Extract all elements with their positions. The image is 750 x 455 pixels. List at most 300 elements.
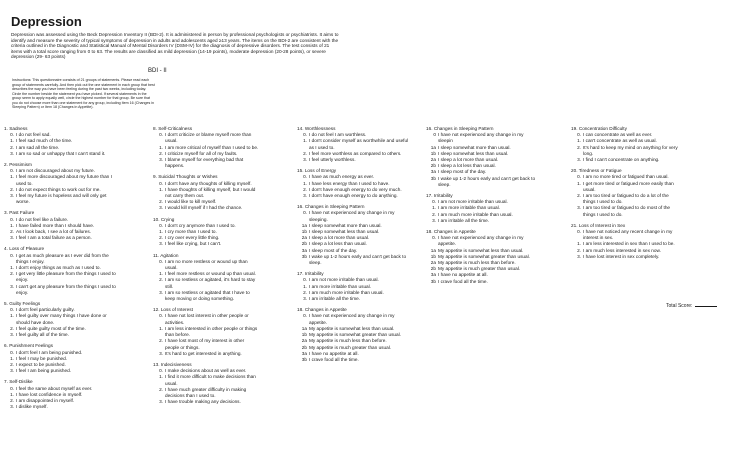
option-text: It's hard to get interested in anything. — [165, 350, 242, 356]
option-text: I am so restless or agitated that I have to keep moving or doing something. — [165, 289, 250, 302]
answer-option[interactable] — [4, 174, 121, 186]
option-number: 3. — [159, 205, 163, 211]
option-text: I feel I may be punished. — [16, 355, 68, 361]
question-title: 12. Loss of Interest — [153, 307, 193, 313]
option-number: 1. — [10, 222, 14, 228]
answer-option[interactable] — [4, 151, 121, 157]
option-number: 2. — [432, 211, 436, 217]
answer-option[interactable] — [153, 241, 259, 247]
question-title: 7. Self-Dislike — [4, 379, 33, 385]
column-2 — [153, 126, 259, 410]
option-number: 3. — [10, 193, 14, 199]
option-number: 1b — [301, 229, 307, 235]
bdi-heading: BDI - II — [148, 68, 167, 74]
option-number: 3b — [430, 278, 436, 284]
answer-option[interactable] — [4, 332, 121, 338]
option-number: 2. — [577, 247, 581, 253]
option-number: 0. — [10, 252, 14, 258]
option-number: 0. — [577, 174, 581, 180]
option-text: I am sad all the time. — [16, 144, 60, 150]
option-text: I am much more irritable than usual. — [438, 211, 513, 217]
option-text: I can concentrate as well as ever. — [583, 132, 653, 138]
option-text: I am too tired or fatigued to do a lot of the things I used to do. — [583, 193, 669, 205]
option-number: 3a — [430, 169, 436, 175]
answer-option[interactable] — [297, 313, 413, 325]
question-item — [426, 229, 537, 285]
answer-option[interactable] — [4, 313, 121, 325]
option-text: I feel like crying, but I can't. — [165, 241, 222, 247]
option-text: I crave food all the time. — [309, 356, 359, 362]
option-text: I get as much pleasure as I ever did from the things I enjoy. — [16, 252, 109, 264]
option-text: I am not discouraged about my future. — [16, 168, 95, 174]
option-text: I cry over every little thing. — [165, 235, 220, 241]
option-number: 3. — [159, 289, 163, 295]
answer-option[interactable] — [297, 210, 413, 222]
option-text: I am less interested in other people or things than before. — [165, 325, 258, 338]
question-title: 18. Changes in Appetite — [297, 307, 347, 313]
option-number: 1. — [10, 265, 14, 271]
answer-option[interactable] — [4, 368, 121, 374]
option-text: It's hard to keep my mind on anything for very long. — [583, 144, 678, 156]
question-title: 2. Pessimism — [4, 162, 32, 168]
question-title: 15. Loss of Energy — [297, 168, 337, 174]
option-text: I criticize myself for all of my faults. — [165, 150, 238, 156]
option-text: I have not experienced any change in my appetite. — [438, 235, 524, 247]
question-title: 19. Concentration Difficulty — [571, 126, 627, 131]
option-number: 3. — [159, 241, 163, 247]
option-text: I dislike myself. — [16, 404, 48, 410]
option-number: 2. — [159, 338, 163, 344]
option-number: 2a — [430, 157, 436, 163]
option-number: 1. — [577, 138, 581, 144]
question-title: 17. Irritability — [426, 193, 453, 199]
question-item — [153, 307, 259, 357]
question-title: 16. Changes in Sleeping Pattern — [297, 204, 365, 210]
option-text: I have no appetite at all. — [309, 350, 359, 356]
option-number: 2a — [301, 338, 307, 344]
option-number: 2b — [301, 241, 307, 247]
question-item — [4, 343, 121, 374]
column-5 — [571, 126, 682, 265]
option-number: 1. — [159, 229, 163, 235]
answer-option[interactable] — [297, 138, 413, 150]
option-text: I feel guilty all of the time. — [16, 332, 69, 338]
question-title: 13. Indecisiveness — [153, 361, 192, 367]
question-item — [153, 253, 259, 303]
option-text: I would like to kill myself. — [165, 199, 217, 205]
option-number: 2. — [303, 186, 307, 192]
question-item — [297, 204, 413, 266]
answer-option[interactable] — [4, 284, 121, 296]
option-text: My appetite is somewhat greater than usual. — [438, 253, 530, 259]
answer-option[interactable] — [571, 193, 682, 205]
option-text: I don't have enough energy to do very much. — [309, 186, 402, 192]
option-number: 2. — [159, 150, 163, 156]
option-number: 2. — [159, 235, 163, 241]
option-text: I feel sad much of the time. — [16, 138, 73, 144]
question-item — [297, 271, 413, 302]
option-text: I have much greater difficulty in making decisions than I used to. — [165, 386, 247, 398]
option-text: I don't feel particularly guilty. — [16, 307, 75, 313]
option-text: I am not more irritable than usual. — [438, 199, 508, 205]
option-number: 0. — [10, 216, 14, 222]
option-number: 1. — [159, 325, 163, 331]
option-text: I am not more irritable than usual. — [309, 277, 379, 283]
option-text: I feel more discouraged about my future than I used to. — [16, 174, 112, 186]
option-number: 3. — [577, 157, 581, 163]
option-text: I would kill myself if I had the chance. — [165, 205, 243, 211]
question-title: 3. Past Failure — [4, 210, 35, 216]
answer-option[interactable] — [297, 296, 413, 302]
option-text: I have not experienced any change in my sleepin — [438, 132, 524, 144]
option-text: I am no more restless or wound up than usual. — [165, 258, 248, 271]
answer-option[interactable] — [153, 313, 259, 325]
option-text: I have lost most of my interest in other people or things. — [165, 338, 245, 350]
option-number: 2. — [303, 289, 307, 295]
option-text: My appetite is somewhat greater than usual. — [309, 332, 401, 338]
answer-option[interactable] — [153, 132, 259, 144]
option-text: I feel I am being punished. — [16, 368, 71, 374]
option-number: 0. — [432, 235, 436, 241]
answer-option[interactable] — [426, 218, 537, 224]
option-text: I am more irritable than usual. — [309, 283, 372, 289]
page-title: Depression — [11, 14, 82, 29]
option-text: I get more tired or fatigued more easily than usual. — [583, 180, 674, 192]
option-text: I am less interested in sex than I used to be. — [583, 241, 675, 247]
question-item — [153, 126, 259, 169]
option-text: My appetite is much greater than usual. — [309, 344, 392, 350]
option-text: I am no more tired or fatigued than usual. — [583, 174, 669, 180]
answer-option[interactable] — [297, 157, 413, 163]
option-number: 0. — [10, 385, 14, 391]
answer-option[interactable] — [426, 132, 537, 144]
answer-option[interactable] — [153, 399, 259, 405]
option-text: I am much more irritable than usual. — [309, 289, 384, 295]
option-text: I wake up 1-2 hours early and can't get back to sleep. — [438, 175, 536, 187]
option-text: I am so sad or unhappy that I can't stand it. — [16, 150, 106, 156]
question-item — [571, 168, 682, 218]
option-number: 2. — [10, 186, 14, 192]
answer-option[interactable] — [153, 351, 259, 357]
option-text: I am too tired or fatigued to do most of the things I used to do. — [583, 205, 671, 217]
option-text: I have as much energy as ever. — [309, 174, 375, 180]
option-number: 1. — [10, 138, 14, 144]
answer-option[interactable] — [426, 176, 537, 188]
question-item — [153, 362, 259, 405]
option-text: I feel the same about myself as ever. — [16, 385, 93, 391]
option-number: 0. — [303, 313, 307, 319]
answer-option[interactable] — [4, 235, 121, 241]
option-number: 3. — [159, 350, 163, 356]
question-title: 10. Crying — [153, 216, 175, 222]
option-text: My appetite is somewhat less than usual. — [438, 247, 524, 253]
answer-option[interactable] — [153, 205, 259, 211]
option-number: 3a — [301, 350, 307, 356]
answer-option[interactable] — [153, 374, 259, 386]
option-number: 3b — [430, 175, 436, 181]
option-number: 1. — [303, 138, 307, 144]
option-number: 2. — [577, 144, 581, 150]
answer-option[interactable] — [4, 404, 121, 410]
question-title: 18. Changes in Appetite — [426, 229, 476, 235]
option-number: 2b — [430, 163, 436, 169]
option-number: 1. — [432, 205, 436, 211]
answer-option[interactable] — [153, 259, 259, 271]
option-number: 1. — [159, 186, 163, 192]
answer-option[interactable] — [153, 326, 259, 338]
option-number: 3. — [10, 283, 14, 289]
question-item — [297, 307, 413, 363]
question-title: 4. Loss of Pleasure — [4, 246, 45, 252]
option-text: My appetite is much less than before. — [309, 338, 387, 344]
option-number: 0. — [432, 199, 436, 205]
option-number: 0. — [159, 313, 163, 319]
option-text: I don't feel I am being punished. — [16, 349, 83, 355]
option-number: 0. — [10, 132, 14, 138]
option-text: I blame myself for everything bad that happens. — [165, 157, 244, 169]
option-number: 1a — [301, 222, 307, 228]
option-number: 1. — [577, 241, 581, 247]
question-item — [4, 379, 121, 410]
option-number: 1. — [10, 355, 14, 361]
option-number: 2. — [10, 325, 14, 331]
option-text: I have thoughts of killing myself, but I would not carry them out. — [165, 186, 256, 199]
column-4 — [426, 126, 537, 290]
option-number: 0. — [577, 132, 581, 138]
question-item — [153, 217, 259, 248]
option-text: I am much less interested in sex now. — [583, 247, 661, 253]
option-number: 3a — [430, 272, 436, 278]
question-title: 21. Loss of Interest in Sex — [571, 222, 626, 228]
question-item — [4, 301, 121, 338]
instructions-paragraph: Instructions: This questionnaire consists of 21 groups of statements. Please read each group of statements carefully. And then pick out the one statement in each group that best describes the way you have been feeling during the past two weeks, including today. Circle the number beside the statement you have picked. If several statements in the group seem to apply equally well, circle the highest number for that group. Be sure that you do not choose more than one statement for any group, including Item 16 (Changes in Sleeping Pattern) or Item 18 (Changes in Appetite). — [12, 78, 155, 109]
option-text: I am disappointed in myself. — [16, 397, 75, 403]
option-text: I find I can't concentrate on anything. — [583, 157, 660, 163]
intro-paragraph: Depression was assessed using the Beck Depression Inventory II (BDI-2). It is administered in person by professional psychologists or psychiatrists. It aims to identify and measure the severity of typical symptoms of depression in adults and adolescents aged ≥13 years. The items on the BDI-2 are consistent with the criteria outlined in the Diagnostic and Statistical Manual of Mental Disorders IV (DSM-IV) for the diagnosis of depressive disorders. The test consists of 21 items with a total score ranging from 0 to 63. The results are classified as mild depression (14-19 points), moderate depression (20-28 points), or severe depression (29- 63 points) — [11, 32, 339, 60]
answer-option[interactable] — [297, 193, 413, 199]
option-text: I sleep somewhat less than usual. — [438, 150, 509, 156]
answer-option[interactable] — [153, 187, 259, 199]
answer-option[interactable] — [571, 229, 682, 241]
option-text: I find it more difficult to make decisions than usual. — [165, 374, 256, 386]
option-text: I have trouble making any decisions. — [165, 399, 241, 405]
question-title: 8. Self-Criticalness — [153, 126, 193, 131]
option-number: 0. — [303, 174, 307, 180]
column-1 — [4, 126, 121, 415]
question-title: 6. Punishment Feelings — [4, 343, 53, 349]
answer-option[interactable] — [571, 205, 682, 217]
answer-option[interactable] — [153, 157, 259, 169]
option-text: I don't cry anymore than I used to. — [165, 222, 236, 228]
option-text: I make decisions about as well as ever. — [165, 368, 247, 374]
option-number: 1. — [303, 283, 307, 289]
option-text: My appetite is much greater than usual. — [438, 266, 521, 272]
question-title: 1. Sadness — [4, 126, 28, 131]
option-number: 1b — [430, 150, 436, 156]
option-text: I get very little pleasure from the things I used to enjoy. — [16, 271, 116, 283]
option-number: 3. — [303, 193, 307, 199]
option-text: I am so restless or agitated, it's hard to stay still. — [165, 277, 256, 289]
option-number: 1a — [301, 325, 307, 331]
answer-option[interactable] — [4, 193, 121, 205]
question-item — [297, 168, 413, 199]
option-number: 0. — [10, 168, 14, 174]
option-text: I don't have enough energy to do anything. — [309, 193, 398, 199]
option-number: 1. — [159, 144, 163, 150]
option-number: 2. — [10, 271, 14, 277]
question-item — [426, 126, 537, 188]
answer-option[interactable] — [297, 254, 413, 266]
option-number: 2. — [10, 229, 14, 235]
option-text: I have not experienced any change in my sleeping. — [309, 210, 395, 222]
option-text: As I look back, I see a lot of failures. — [16, 229, 92, 235]
option-number: 0. — [10, 349, 14, 355]
option-number: 3. — [577, 205, 581, 211]
option-number: 1. — [10, 313, 14, 319]
option-number: 0. — [159, 368, 163, 374]
option-number: 1b — [430, 253, 436, 259]
answer-option[interactable] — [153, 338, 259, 350]
option-number: 1. — [577, 180, 581, 186]
option-text: I can't get any pleasure from the things I used to enjoy. — [16, 283, 116, 295]
answer-option[interactable] — [153, 277, 259, 289]
total-score-label: Total Score: — [666, 303, 693, 309]
option-text: I have failed more than I should have. — [16, 222, 95, 228]
option-number: 0. — [303, 277, 307, 283]
option-number: 3. — [303, 296, 307, 302]
answer-option[interactable] — [153, 290, 259, 302]
answer-option[interactable] — [153, 387, 259, 399]
question-title: 11. Agitation — [153, 252, 179, 258]
option-number: 0. — [10, 307, 14, 313]
option-number: 0. — [303, 210, 307, 216]
total-score — [666, 303, 717, 309]
question-item — [571, 223, 682, 260]
answer-option[interactable] — [297, 357, 413, 363]
option-text: I am irritable all the time. — [438, 217, 490, 223]
option-number: 0. — [159, 258, 163, 264]
answer-option[interactable] — [4, 253, 121, 265]
option-text: I don't criticize or blame myself more than usual. — [165, 132, 252, 144]
option-text: I sleep a lot more than usual. — [309, 235, 370, 241]
answer-option[interactable] — [426, 279, 537, 285]
option-text: I sleep most of the day. — [309, 247, 358, 253]
option-number: 2. — [159, 386, 163, 392]
option-number: 0. — [577, 229, 581, 235]
option-text: I feel guilty over many things I have done or should have done. — [16, 313, 107, 325]
option-text: I sleep a lot less than usual. — [309, 241, 367, 247]
option-number: 1. — [159, 271, 163, 277]
option-text: I wake up 1-2 hours early and can't get back to sleep. — [309, 253, 407, 266]
option-text: I am more irritable than usual. — [438, 205, 501, 211]
option-number: 0. — [159, 222, 163, 228]
option-number: 0. — [303, 132, 307, 138]
option-text: I feel I am a total failure as a person. — [16, 235, 92, 241]
option-text: I feel utterly worthless. — [309, 157, 356, 163]
question-item — [4, 210, 121, 241]
option-text: I have no appetite at all. — [438, 272, 488, 278]
option-text: I expect to be punished. — [16, 361, 66, 367]
option-text: I don't enjoy things as much as I used to. — [16, 265, 101, 271]
option-number: 2. — [10, 144, 14, 150]
option-number: 3. — [432, 217, 436, 223]
option-text: I do not feel I am worthless. — [309, 132, 367, 138]
question-item — [4, 162, 121, 205]
option-number: 3. — [10, 404, 14, 410]
option-text: I do not feel sad. — [16, 132, 51, 138]
option-number: 0 — [433, 132, 436, 138]
option-number: 2a — [301, 235, 307, 241]
option-number: 3. — [10, 368, 14, 374]
option-text: My appetite is much less than before. — [438, 260, 516, 266]
option-number: 3. — [303, 157, 307, 163]
option-text: I am irritable all the time. — [309, 296, 361, 302]
column-3 — [297, 126, 413, 368]
option-number: 2. — [10, 397, 14, 403]
option-number: 1. — [10, 174, 14, 180]
option-number: 3. — [159, 399, 163, 405]
option-number: 1. — [10, 391, 14, 397]
option-number: 2b — [301, 344, 307, 350]
option-number: 2. — [159, 199, 163, 205]
option-text: I have not experienced any change in my appetite. — [309, 313, 395, 325]
option-text: I can't concentrate as well as usual. — [583, 138, 657, 144]
option-text: I feel more restless or wound up than usual. — [165, 271, 256, 277]
question-title: 20. Tiredness or Fatigue — [571, 168, 622, 174]
option-number: 1. — [303, 180, 307, 186]
option-text: My appetite is somewhat less than usual. — [309, 325, 395, 331]
option-text: I crave food all the time. — [438, 278, 488, 284]
option-text: I do not expect things to work out for me. — [16, 186, 101, 192]
question-title: 14. Worthlessness — [297, 126, 336, 131]
option-number: 2b — [430, 266, 436, 272]
option-text: I feel my future is hopeless and will only get worse. — [16, 193, 107, 205]
option-number: 0. — [159, 132, 163, 138]
option-number: 3. — [10, 235, 14, 241]
option-text: I cry more than I used to. — [165, 229, 217, 235]
option-number: 1. — [159, 374, 163, 380]
option-number: 2. — [577, 193, 581, 199]
answer-option[interactable] — [426, 235, 537, 247]
option-number: 1a — [430, 247, 436, 253]
question-title: 9. Suicidal Thoughts or Wishes — [153, 174, 218, 180]
option-number: 0. — [159, 180, 163, 186]
option-number: 2. — [303, 150, 307, 156]
option-number: 3. — [159, 157, 163, 163]
option-text: I have less energy than I used to have. — [309, 180, 390, 186]
total-score-blank[interactable] — [695, 306, 717, 307]
answer-option[interactable] — [571, 145, 682, 157]
option-number: 3. — [10, 150, 14, 156]
option-text: I am more critical of myself than I used to be. — [165, 144, 259, 150]
answer-option[interactable] — [571, 254, 682, 260]
answer-option[interactable] — [4, 271, 121, 283]
option-number: 3b — [301, 356, 307, 362]
option-text: I have lost confidence in myself. — [16, 391, 83, 397]
option-number: 1b — [301, 332, 307, 338]
option-text: I sleep most of the day. — [438, 169, 487, 175]
question-title: 16. Changes in Sleeping Pattern — [426, 126, 494, 131]
option-number: 1a — [430, 144, 436, 150]
answer-option[interactable] — [571, 181, 682, 193]
option-number: 2. — [159, 277, 163, 283]
option-text: I feel more worthless as compared to others. — [309, 150, 402, 156]
question-item — [297, 126, 413, 163]
option-text: I sleep somewhat more than usual. — [438, 144, 511, 150]
answer-option[interactable] — [571, 157, 682, 163]
question-title: 5. Guilty Feelings — [4, 301, 41, 307]
option-text: I sleep somewhat less than usual. — [309, 229, 380, 235]
